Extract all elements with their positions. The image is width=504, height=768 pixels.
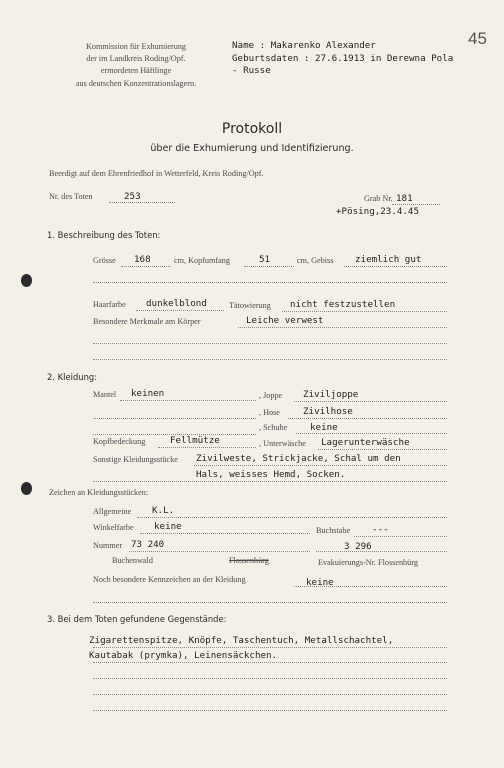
found-items-rule-2	[93, 662, 447, 663]
dead-number-value: 253	[124, 191, 141, 202]
other-clothing-value-1: Zivilweste, Strickjacke, Schal um den	[196, 453, 401, 464]
angle-color-line	[140, 533, 310, 534]
other-clothing-line	[194, 465, 447, 466]
hair-color-line	[136, 310, 224, 311]
org-line-4: aus deutschen Konzentrationslagern.	[75, 79, 197, 88]
burial-text: Beerdigt auf dem Ehrenfriedhof in Wetterfeld, Kreis Roding/Opf.	[49, 169, 264, 178]
height-value: 168	[134, 254, 151, 265]
org-line-2: der im Landkreis Roding/Opf.	[86, 54, 186, 63]
shoes-label: , Schuhe	[259, 423, 288, 432]
org-line-3: ermordeten Häftlinge	[100, 66, 172, 75]
special-clothing-marks-label: Noch besondere Kennzeichen an der Kleidung	[93, 575, 246, 584]
headwear-label: Kopfbedeckung	[93, 437, 146, 446]
tattoo-label: Tätowierung	[229, 301, 271, 310]
found-items-line-2: Kautabak (prymka), Leinensäckchen.	[89, 650, 278, 661]
other-clothing-line-2	[93, 481, 447, 482]
clothing-marks-heading: Zeichen an Kleidungsstücken:	[49, 488, 149, 497]
special-marks-line	[238, 327, 447, 328]
teeth-value: ziemlich gut	[355, 254, 422, 265]
blank-line	[93, 343, 447, 344]
underwear-label: , Unterwäsche	[259, 439, 306, 448]
tattoo-line	[282, 311, 447, 312]
blank-line	[93, 418, 256, 419]
headwear-line	[158, 447, 256, 448]
org-line-1: Kommission für Exhumierung	[85, 42, 187, 51]
tattoo-value: nicht festzustellen	[290, 299, 396, 310]
document-title: Protokoll	[221, 121, 283, 137]
general-mark-line	[137, 517, 447, 518]
trousers-value: Zivilhose	[303, 406, 353, 417]
found-items-line-1: Zigarettenspitze, Knöpfe, Taschentuch, Metallschachtel,	[89, 635, 394, 646]
headwear-value: Fellmütze	[170, 435, 220, 446]
angle-color-label: Winkelfarbe	[93, 523, 134, 532]
height-label: Grösse	[93, 256, 116, 265]
evac-number-value: 3 296	[344, 541, 372, 552]
teeth-label: cm, Gebiss	[297, 256, 334, 265]
section-3-heading: 3. Bei dem Toten gefundene Gegenstände:	[47, 614, 227, 624]
blank-line	[93, 694, 447, 695]
document-subtitle: über die Exhumierung und Identifizierung.	[150, 143, 354, 154]
grave-number-label: Grab Nr.	[364, 194, 393, 203]
person-name-line: Name : Makarenko Alexander	[232, 40, 376, 51]
other-clothing-label: Sonstige Kleidungsstücke	[93, 455, 178, 464]
underwear-value: Lagerunterwäsche	[321, 437, 410, 448]
nationality: - Russe	[232, 65, 271, 76]
blank-line	[93, 710, 447, 711]
blank-line	[93, 678, 447, 679]
punch-hole-top	[21, 274, 32, 287]
trousers-label: , Hose	[259, 408, 280, 417]
dead-number-line	[109, 202, 175, 203]
letter-line	[354, 536, 447, 537]
grave-number-line	[392, 204, 440, 205]
shoes-line	[296, 433, 447, 434]
grave-number-value: 181	[396, 193, 413, 204]
evac-number-label: Evakuierungs-Nr. Flossenbürg	[318, 558, 418, 567]
angle-color-value: keine	[154, 521, 182, 532]
special-marks-value: Leiche verwest	[246, 315, 324, 326]
special-marks-label: Besondere Merkmale am Körper	[93, 317, 201, 326]
punch-hole-bottom	[21, 482, 32, 495]
number-value: 73 240	[131, 539, 165, 550]
head-circumference-value: 51	[259, 254, 271, 265]
number-line	[129, 551, 310, 552]
jacket-line	[294, 401, 447, 402]
section-2-heading: 2. Kleidung:	[47, 372, 98, 382]
birth-data-line: Geburtsdaten : 27.6.1913 in Derewna Pola	[232, 53, 454, 64]
trousers-line	[288, 418, 447, 419]
coat-label: Mantel	[93, 390, 117, 399]
other-clothing-value-2: Hals, weisses Hemd, Socken.	[196, 469, 346, 480]
jacket-value: Ziviljoppe	[303, 389, 359, 400]
general-mark-value: K.L.	[152, 505, 175, 516]
page-number: 45	[468, 29, 487, 48]
head-circumference-label: cm, Kopfumfang	[174, 256, 230, 265]
blank-line	[93, 359, 447, 360]
special-clothing-marks-value: keine	[306, 577, 334, 588]
height-line	[121, 266, 171, 267]
head-circumference-line	[244, 266, 294, 267]
underwear-line	[318, 449, 447, 450]
coat-value: keinen	[131, 388, 165, 399]
number-label: Nummer	[93, 541, 123, 550]
coat-line	[120, 400, 256, 401]
camp-flossenburg-struck: Flossenbürg	[229, 556, 269, 565]
teeth-line	[344, 266, 447, 267]
blank-line	[93, 282, 447, 283]
evac-number-line	[316, 551, 447, 552]
dead-number-label: Nr. des Toten	[49, 192, 93, 201]
jacket-label: , Joppe	[259, 391, 283, 400]
camp-buchenwald: Buchenwald	[112, 556, 153, 565]
grave-place: +Pösing,23.4.45	[336, 206, 419, 217]
found-items-rule-1	[93, 647, 447, 648]
letter-label: Buchstabe	[316, 526, 351, 535]
hair-color-label: Haarfarbe	[93, 300, 126, 309]
hair-color-value: dunkelblond	[146, 298, 207, 309]
shoes-value: keine	[310, 422, 338, 433]
blank-line	[93, 602, 447, 603]
general-mark-label: Allgemeine	[93, 507, 132, 516]
letter-value: ---	[372, 524, 389, 535]
section-1-heading: 1. Beschreibung des Toten:	[47, 230, 161, 240]
